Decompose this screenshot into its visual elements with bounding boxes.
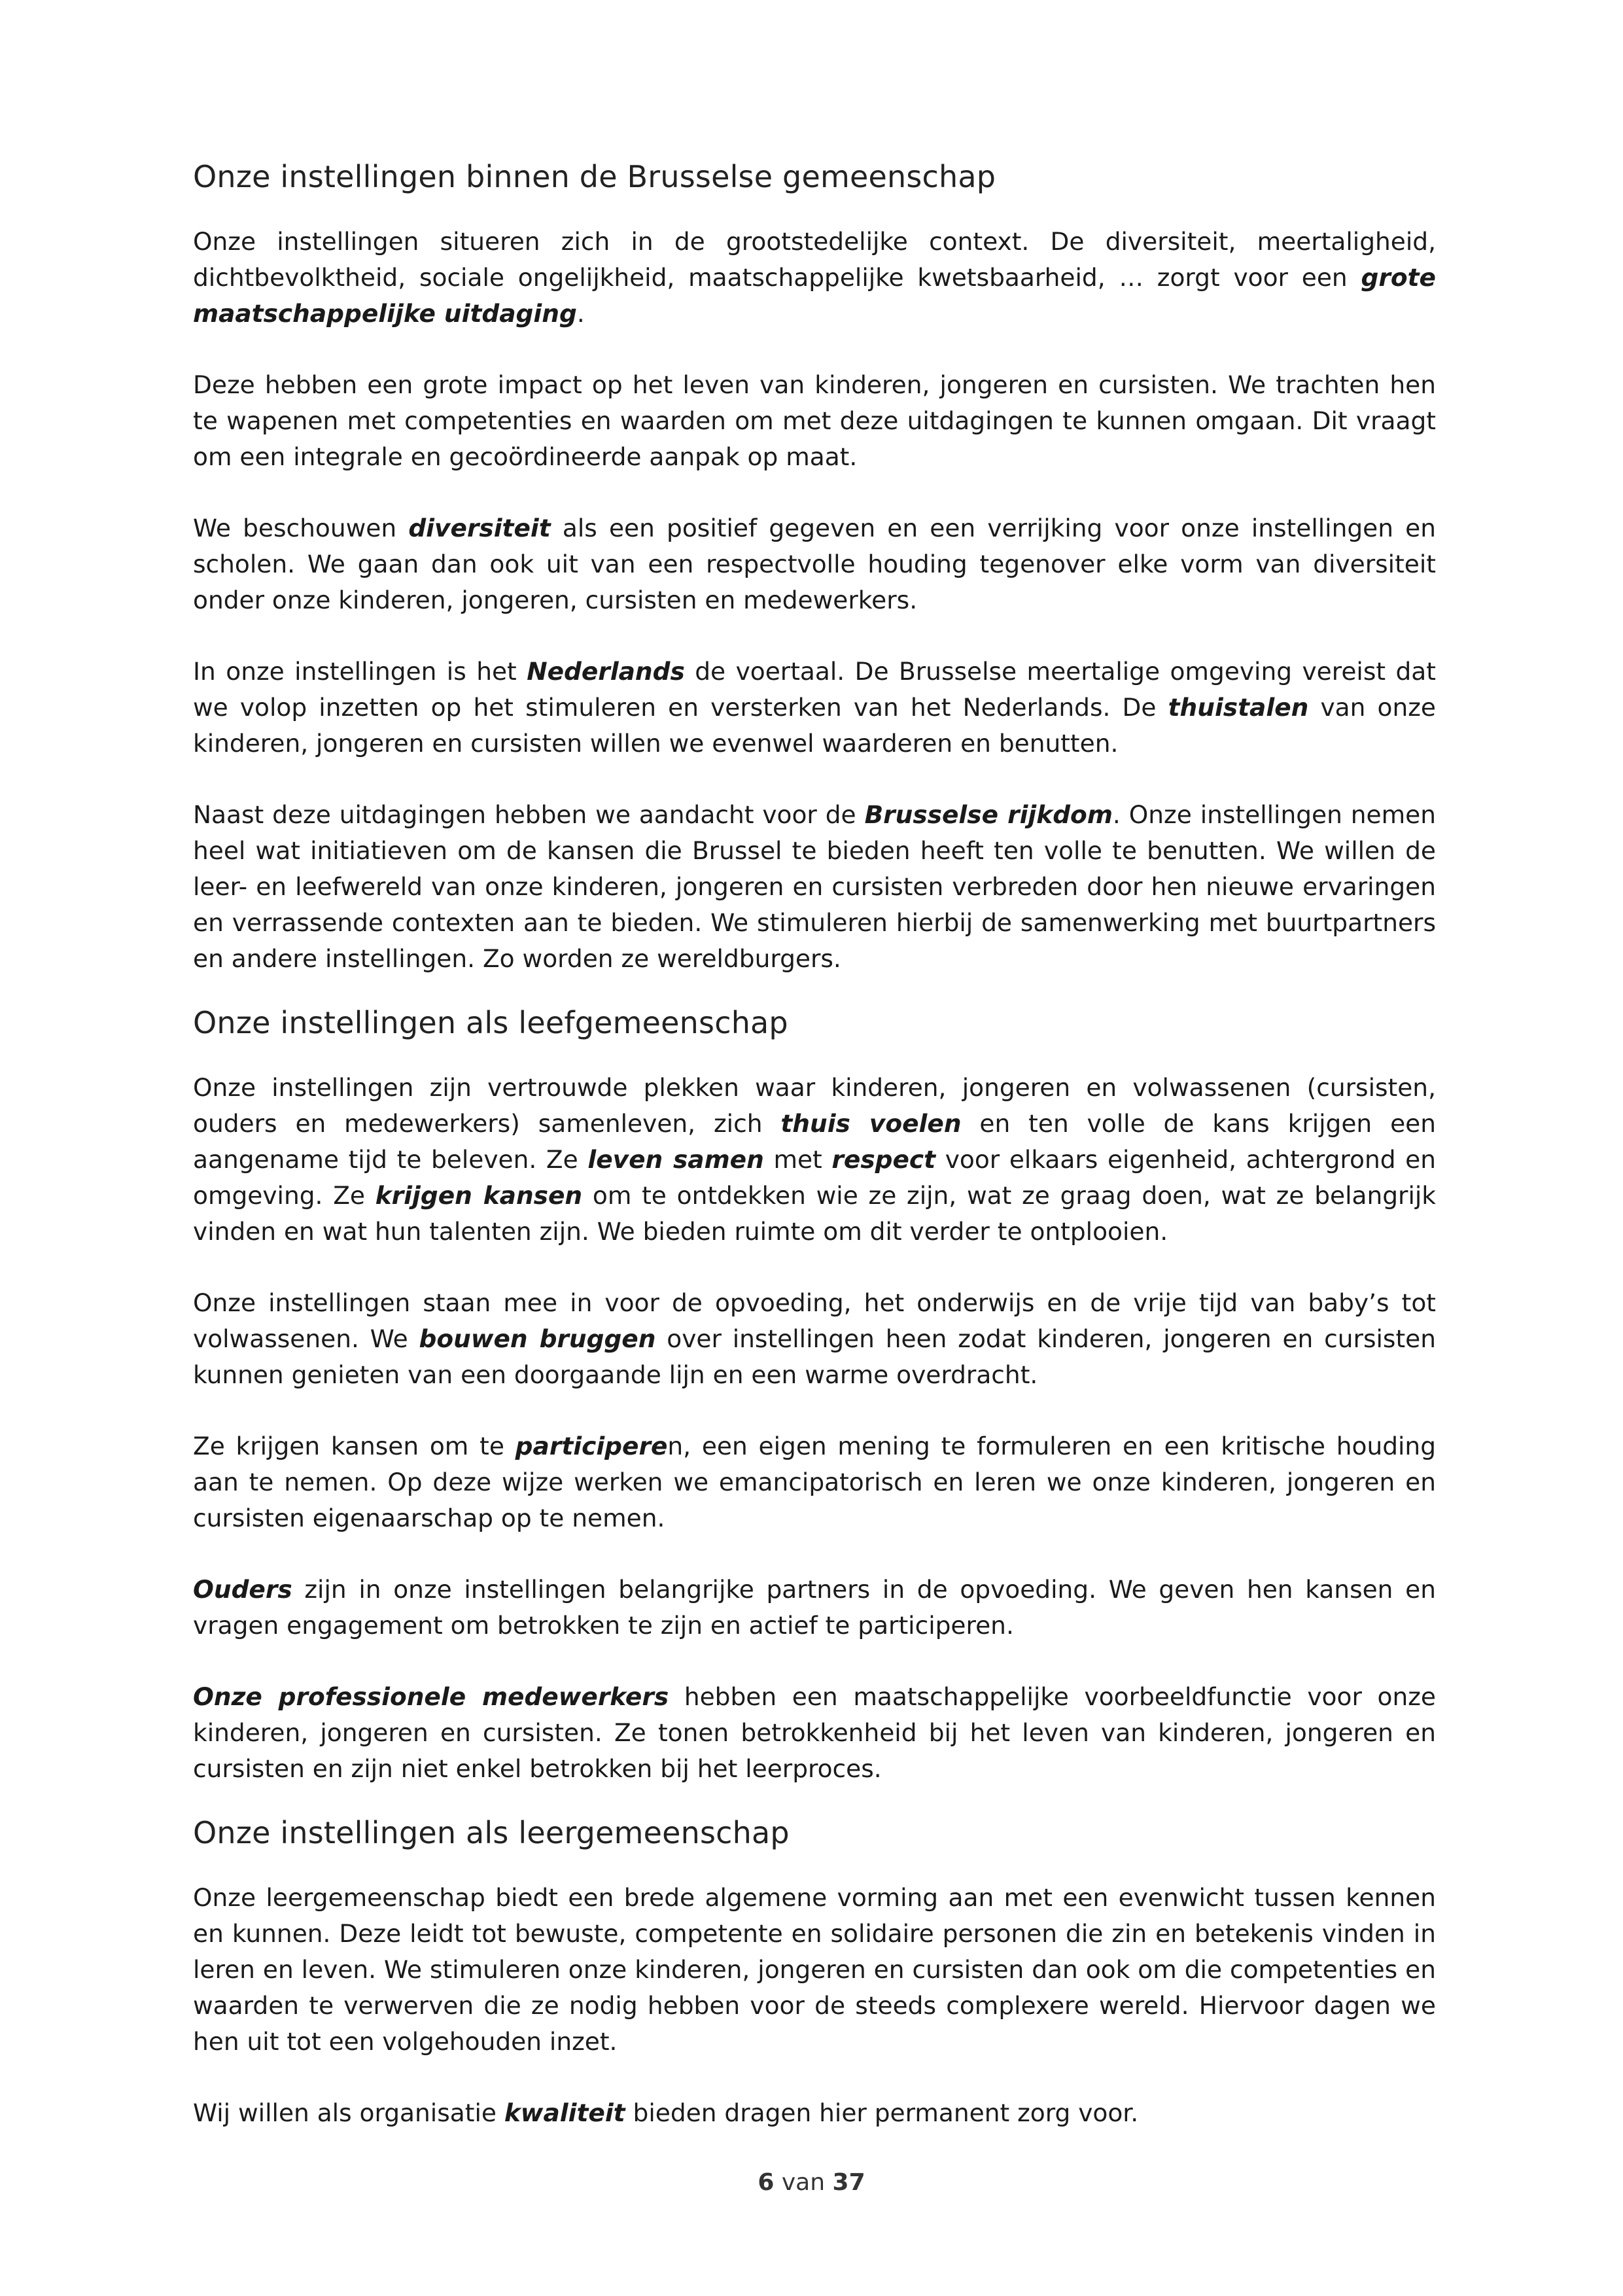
paragraph: We beschouwen diversiteit als een positief gegeven en een verrijking voor onze instellingen en scholen. We gaan dan ook uit van een respectvolle houding tegenover elke vorm van diversiteit onder onze kinderen, jongeren, cursisten en medewerkers. xyxy=(193,514,1436,614)
emphasis: kwaliteit xyxy=(504,2098,625,2127)
section-heading-leergemeenschap: Onze instellingen als leergemeenschap xyxy=(193,1815,790,1850)
emphasis: krijgen kansen xyxy=(375,1181,583,1210)
paragraph: Onze instellingen zijn vertrouwde plekken waar kinderen, jongeren en volwassenen (cursisten, ouders en medewerkers) samenleven, zich thuis voelen en ten volle de kans krijgen een aangename tijd te beleven. Ze leven samen met respect voor elkaars eigenheid, achtergrond en omgeving. Ze krijgen kansen om te ontdekken wie ze zijn, wat ze graag doen, wat ze belangrijk vinden en wat hun talenten zijn. We bieden ruimte om dit verder te ontplooien. xyxy=(193,1073,1437,1246)
page-number-separator: van xyxy=(774,2169,833,2196)
total-page-count: 37 xyxy=(832,2169,865,2196)
paragraph: Onze leergemeenschap biedt een brede algemene vorming aan met een evenwicht tussen kennen en kunnen. Deze leidt tot bewuste, competente en solidaire personen die zin en betekenis vinden in leren en leven. We stimuleren onze kinderen, jongeren en cursisten dan ook om die competenties en waarden te verwerven die ze nodig hebben voor de steeds complexere wereld. Hiervoor dagen we hen uit tot een volgehouden inzet. xyxy=(193,1883,1436,2056)
section-heading-leefgemeenschap: Onze instellingen als leefgemeenschap xyxy=(193,1005,788,1040)
paragraph: Ze krijgen kansen om te participeren, een eigen mening te formuleren en een kritische houding aan te nemen. Op deze wijze werken we emancipatorisch en leren we onze kinderen, jongeren en cursisten eigenaarschap op te nemen. xyxy=(193,1432,1437,1532)
paragraph: Onze instellingen situeren zich in de grootstedelijke context. De diversiteit, meertaligheid, dichtbevolktheid, sociale ongelijkheid, maatschappelijke kwetsbaarheid, … zorgt voor een grote maatschappelijke uitdaging. xyxy=(193,227,1436,328)
emphasis: leven samen xyxy=(587,1145,764,1174)
emphasis: participere xyxy=(515,1432,668,1460)
paragraph: Naast deze uitdagingen hebben we aandacht voor de Brusselse rijkdom. Onze instellingen nemen heel wat initiatieven om de kansen die Brussel te bieden heeft ten volle te benutten. We willen de leer- en leefwereld van onze kinderen, jongeren en cursisten verbreden door hen nieuwe ervaringen en verrassende contexten aan te bieden. We stimuleren hierbij de samenwerking met buurtpartners en andere instellingen. Zo worden ze wereldburgers. xyxy=(193,800,1436,973)
page-number-footer xyxy=(0,2169,1623,2196)
emphasis: thuis voelen xyxy=(780,1109,962,1138)
paragraph: In onze instellingen is het Nederlands de voertaal. De Brusselse meertalige omgeving vereist dat we volop inzetten op het stimuleren en versterken van het Nederlands. De thuistalen van onze kinderen, jongeren en cursisten willen we evenwel waarderen en benutten. xyxy=(193,657,1436,758)
emphasis: diversiteit xyxy=(408,514,551,542)
section-heading-brusselse-gemeenschap: Onze instellingen binnen de Brusselse gemeenschap xyxy=(193,159,996,194)
current-page-number: 6 xyxy=(758,2169,775,2196)
emphasis: Brusselse rijkdom xyxy=(864,800,1113,829)
emphasis: thuistalen xyxy=(1168,693,1309,722)
emphasis: respect xyxy=(831,1145,936,1174)
emphasis: Ouders xyxy=(193,1575,292,1604)
paragraph: Deze hebben een grote impact op het leven van kinderen, jongeren en cursisten. We trachten hen te wapenen met competenties en waarden om met deze uitdagingen te kunnen omgaan. Dit vraagt om een integrale en gecoördineerde aanpak op maat. xyxy=(193,370,1436,471)
emphasis: Onze professionele medewerkers xyxy=(193,1682,669,1711)
document-page xyxy=(193,157,1436,2166)
emphasis: Nederlands xyxy=(527,657,685,686)
paragraph: Onze instellingen staan mee in voor de opvoeding, het onderwijs en de vrije tijd van baby’s tot volwassenen. We bouwen bruggen over instellingen heen zodat kinderen, jongeren en cursisten kunnen genieten van een doorgaande lijn en een warme overdracht. xyxy=(193,1288,1436,1389)
emphasis: grote maatschappelijke uitdaging xyxy=(193,263,1436,328)
paragraph: Ouders zijn in onze instellingen belangrijke partners in de opvoeding. We geven hen kansen en vragen engagement om betrokken te zijn en actief te participeren. xyxy=(193,1575,1436,1640)
emphasis: bouwen bruggen xyxy=(419,1324,656,1353)
paragraph: Onze professionele medewerkers hebben een maatschappelijke voorbeeldfunctie voor onze kinderen, jongeren en cursisten. Ze tonen betrokkenheid bij het leven van kinderen, jongeren en cursisten en zijn niet enkel betrokken bij het leerproces. xyxy=(193,1682,1436,1783)
paragraph: Wij willen als organisatie kwaliteit bieden dragen hier permanent zorg voor. xyxy=(193,2098,1139,2127)
